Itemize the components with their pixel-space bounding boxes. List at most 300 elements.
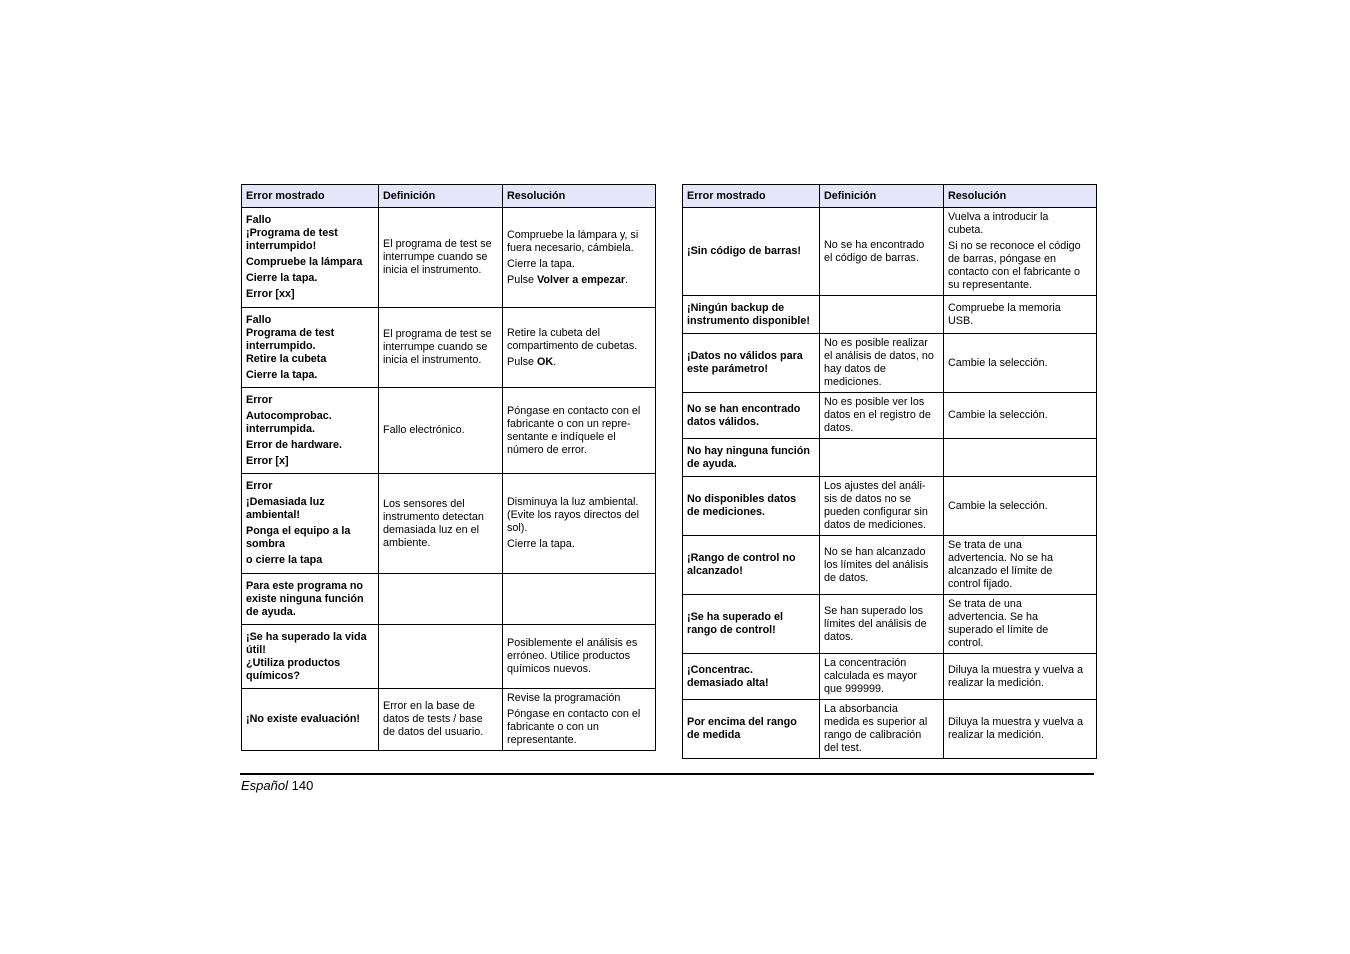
cell-text-suffix: . (553, 355, 557, 368)
cell-line (824, 480, 939, 493)
definition-cell (820, 536, 944, 595)
cell-line (507, 496, 651, 509)
cell-line (948, 224, 1092, 237)
cell-line (824, 729, 939, 742)
table-row (683, 595, 1097, 654)
cell-line (246, 509, 374, 522)
cell-text: datos de mediciones. (824, 519, 927, 531)
footer-rule (240, 773, 1094, 775)
cell-text: químicos nuevos. (507, 663, 592, 675)
table-row (683, 296, 1097, 334)
definition-cell (379, 689, 503, 751)
table-row (242, 388, 656, 474)
cell-line (948, 637, 1092, 650)
cell-text: ¡Programa de test (246, 227, 338, 239)
cell-line (824, 605, 939, 618)
resolution-cell (944, 208, 1097, 296)
resolution-cell (503, 574, 656, 625)
cell-text: ¡No existe evaluación! (246, 713, 361, 725)
table-row (242, 308, 656, 388)
cell-text: demasiado alta! (687, 676, 769, 689)
table-row (683, 654, 1097, 700)
cell-text: Vuelva a introducir la (948, 211, 1049, 223)
cell-line (507, 692, 651, 705)
cell-text: el código de barras. (824, 251, 919, 264)
cell-line (246, 713, 374, 726)
cell-text: Error [x] (246, 454, 289, 467)
cell-text: superado el límite de (948, 624, 1049, 636)
cell-text: No se ha encontrado (824, 238, 925, 251)
cell-line (948, 211, 1092, 224)
cell-text: Cierre la tapa. (246, 368, 318, 381)
definition-cell (820, 700, 944, 759)
cell-line (824, 409, 939, 422)
cell-line (383, 341, 498, 354)
cell-line (246, 394, 374, 407)
cell-line (507, 734, 651, 747)
cell-text: de mediciones. (687, 506, 766, 518)
cell-line (507, 431, 651, 444)
cell-text: ¡Ningún backup de (687, 301, 785, 314)
cell-text: control fijado. (948, 578, 1013, 590)
error-cell (683, 334, 820, 393)
cell-text: alcanzado! (687, 565, 743, 577)
cell-text: No hay ninguna función (687, 444, 810, 457)
cell-text: útil! (246, 643, 266, 656)
cell-text: del test. (824, 742, 862, 754)
cell-line (507, 650, 651, 663)
cell-text: Los ajustes del análi- (824, 480, 926, 492)
cell-text: Compruebe la memoria (948, 301, 1061, 314)
table-row (242, 474, 656, 574)
resolution-cell (503, 308, 656, 388)
header-error: Error mostrado (242, 185, 379, 208)
cell-text: el análisis de datos, no (824, 350, 934, 362)
cell-text: demasiada luz en el (383, 523, 480, 536)
cell-text: interrumpe cuando se (383, 251, 488, 263)
resolution-cell (944, 700, 1097, 759)
cell-text: calculada es mayor (824, 670, 918, 682)
cell-text: sis de datos no se (824, 493, 912, 505)
cell-text: No es posible ver los (824, 396, 925, 408)
cell-line (824, 618, 939, 631)
cell-text: Error de hardware. (246, 438, 343, 451)
cell-line (383, 238, 498, 251)
cell-line (687, 245, 815, 258)
cell-text: químicos? (246, 669, 300, 682)
cell-line (687, 664, 815, 677)
cell-line (246, 644, 374, 657)
table-row (683, 393, 1097, 439)
cell-line (824, 631, 939, 644)
cell-line (246, 353, 374, 366)
cell-text: Cambie la selección. (948, 409, 1048, 421)
cell-line (824, 683, 939, 696)
cell-text: ¡Sin código de barras! (687, 245, 801, 257)
cell-line (246, 496, 374, 509)
cell-line (824, 546, 939, 559)
cell-line (246, 240, 374, 253)
cell-line (246, 423, 374, 436)
cell-line (383, 524, 498, 537)
cell-line (824, 572, 939, 585)
cell-text: El programa de test se (383, 238, 492, 250)
cell-text: Fallo (246, 313, 272, 326)
cell-line (246, 256, 374, 269)
cell-text: (Evite los rayos directos del (507, 509, 640, 521)
cell-line (824, 703, 939, 716)
cell-text: advertencia. No se ha (948, 552, 1054, 564)
cell-line (507, 509, 651, 522)
definition-cell (820, 334, 944, 393)
cell-line (383, 713, 498, 726)
cell-line (948, 716, 1092, 729)
cell-line (824, 742, 939, 755)
cell-line (948, 500, 1092, 513)
cell-line (948, 624, 1092, 637)
cell-emphasis: OK (537, 355, 554, 368)
cell-text: instrumento detectan (383, 510, 484, 523)
cell-line (948, 302, 1092, 315)
error-cell (242, 308, 379, 388)
error-cell (683, 296, 820, 334)
cell-text: Ponga el equipo a la (246, 525, 351, 537)
error-table-right (682, 184, 1097, 759)
resolution-cell (944, 654, 1097, 700)
table-row (242, 574, 656, 625)
cell-line (383, 726, 498, 739)
definition-cell (820, 393, 944, 439)
cell-text: Se trata de una (948, 539, 1022, 551)
cell-line (383, 700, 498, 713)
cell-line (507, 522, 651, 535)
cell-line (246, 580, 374, 593)
cell-line (687, 302, 815, 315)
resolution-cell (944, 296, 1097, 334)
cell-line (824, 422, 939, 435)
cell-line (507, 327, 651, 340)
cell-text: datos en el registro de (824, 409, 931, 421)
error-cell (242, 474, 379, 574)
cell-line (948, 677, 1092, 690)
cell-line (246, 455, 374, 468)
footer-language: Español (241, 778, 288, 793)
cell-text: Los sensores del (383, 497, 465, 510)
cell-text: Se trata de una (948, 598, 1022, 610)
cell-line (824, 716, 939, 729)
cell-line (507, 340, 651, 353)
cell-text: Programa de test (246, 326, 335, 339)
cell-text: mediciones. (824, 376, 882, 388)
cell-line (246, 593, 374, 606)
cell-line (246, 631, 374, 644)
definition-cell (379, 625, 503, 689)
error-cell (242, 388, 379, 474)
cell-line (507, 274, 651, 287)
cell-text: Si no se reconoce el código (948, 240, 1081, 252)
cell-text: ¡Rango de control no (687, 552, 796, 564)
cell-text: datos válidos. (687, 415, 759, 428)
cell-line (507, 538, 651, 551)
cell-text: ambiental! (246, 509, 300, 521)
cell-text: Retire la cubeta del (507, 326, 601, 339)
resolution-cell (944, 477, 1097, 536)
cell-text: de datos. (824, 571, 869, 584)
cell-line (948, 664, 1092, 677)
cell-text: Póngase en contacto con el (507, 404, 641, 417)
cell-text: Retire la cubeta (246, 352, 327, 365)
cell-text: alcanzado el límite de (948, 565, 1053, 577)
cell-line (824, 376, 939, 389)
resolution-cell (944, 334, 1097, 393)
resolution-cell (503, 625, 656, 689)
cell-line (948, 611, 1092, 624)
cell-text: Compruebe la lámpara (246, 256, 363, 268)
cell-text: número de error. (507, 443, 587, 456)
error-cell (242, 208, 379, 308)
error-cell (683, 208, 820, 296)
cell-text: fuera necesario, cámbiela. (507, 241, 634, 254)
error-cell (683, 654, 820, 700)
cell-text: La concentración (824, 657, 907, 669)
error-cell (683, 536, 820, 595)
cell-text: de medida (687, 729, 741, 741)
cell-text: rango de calibración (824, 729, 922, 741)
cell-line (507, 242, 651, 255)
cell-line (246, 214, 374, 227)
cell-text: interrumpe cuando se (383, 341, 488, 353)
cell-text: No es posible realizar (824, 337, 928, 349)
cell-line (824, 506, 939, 519)
definition-cell (820, 208, 944, 296)
cell-text: Fallo electrónico. (383, 424, 465, 436)
cell-line (687, 493, 815, 506)
cell-line (246, 369, 374, 382)
definition-cell (820, 439, 944, 477)
cell-line (507, 229, 651, 242)
cell-text: ¡Datos no válidos para (687, 350, 803, 362)
cell-text: ¡Se ha superado el (687, 611, 784, 623)
cell-line (687, 350, 815, 363)
cell-line (687, 315, 815, 328)
cell-line (687, 611, 815, 624)
cell-line (687, 445, 815, 458)
cell-text: Cambie la selección. (948, 356, 1048, 369)
cell-text: Posiblemente el análisis es (507, 637, 638, 649)
cell-text: este parámetro! (687, 363, 769, 375)
cell-line (824, 337, 939, 350)
cell-line (948, 598, 1092, 611)
cell-text: fabricante o con un (507, 721, 599, 733)
cell-text: inicia el instrumento. (383, 354, 482, 366)
definition-cell (820, 477, 944, 536)
cell-text-suffix: . (625, 273, 629, 286)
cell-text: No disponibles datos (687, 493, 797, 505)
cell-line (948, 539, 1092, 552)
resolution-cell (944, 439, 1097, 477)
cell-text: Autocomprobac. (246, 409, 332, 422)
cell-line (246, 340, 374, 353)
cell-text: Se han superado los (824, 604, 924, 617)
cell-line (246, 314, 374, 327)
table-row (683, 477, 1097, 536)
resolution-cell (944, 595, 1097, 654)
cell-text: interrumpido! (246, 240, 317, 252)
definition-cell (820, 595, 944, 654)
header-error: Error mostrado (683, 185, 820, 208)
cell-line (948, 729, 1092, 742)
cell-line (948, 253, 1092, 266)
cell-line (246, 480, 374, 493)
cell-text: Compruebe la lámpara y, si (507, 228, 639, 241)
cell-line (383, 537, 498, 550)
cell-line (824, 559, 939, 572)
cell-line (246, 538, 374, 551)
error-table-left (241, 184, 656, 751)
cell-text: límites del análisis de (824, 617, 927, 630)
cell-text: Error en la base de (383, 700, 475, 712)
cell-line (507, 418, 651, 431)
cell-text: Fallo (246, 214, 272, 226)
cell-line (948, 240, 1092, 253)
page-footer (241, 778, 313, 794)
cell-line (246, 439, 374, 452)
cell-text: ¡Se ha superado la vida (246, 630, 367, 643)
cell-text: advertencia. Se ha (948, 611, 1039, 623)
cell-text: La absorbancia (824, 703, 898, 715)
cell-line (687, 506, 815, 519)
cell-line (507, 663, 651, 676)
error-cell (683, 700, 820, 759)
cell-line (246, 670, 374, 683)
cell-emphasis: Volver a empezar (537, 273, 626, 286)
table-row (242, 625, 656, 689)
cell-text: Error (246, 393, 273, 406)
cell-text: ¿Utiliza productos (246, 656, 341, 669)
cell-line (507, 405, 651, 418)
cell-text: instrumento disponible! (687, 314, 810, 327)
error-cell (683, 595, 820, 654)
cell-line (948, 578, 1092, 591)
cell-text: su representante. (948, 279, 1033, 291)
page-number: 140 (291, 778, 314, 793)
cell-text: ambiente. (383, 536, 431, 549)
cell-text: compartimento de cubetas. (507, 339, 638, 352)
cell-text: realizar la medición. (948, 729, 1045, 741)
cell-line (246, 525, 374, 538)
cell-line (687, 624, 815, 637)
header-definition: Definición (379, 185, 503, 208)
cell-text: pueden configurar sin (824, 506, 928, 518)
cell-line (687, 552, 815, 565)
cell-line (948, 279, 1092, 292)
cell-line (246, 288, 374, 301)
cell-text: No se han alcanzado (824, 545, 926, 558)
table-header-row (242, 185, 656, 208)
cell-line (687, 716, 815, 729)
cell-line (383, 354, 498, 367)
table-row (242, 689, 656, 751)
resolution-cell (503, 474, 656, 574)
table-row (242, 208, 656, 308)
cell-text: erróneo. Utilice productos (507, 650, 631, 662)
cell-line (948, 315, 1092, 328)
cell-line (948, 409, 1092, 422)
cell-line (246, 606, 374, 619)
error-cell (683, 393, 820, 439)
cell-text: o cierre la tapa (246, 554, 323, 566)
cell-line (383, 251, 498, 264)
cell-text: que 999999. (824, 683, 885, 695)
cell-text: Pulse (507, 273, 538, 286)
cell-text: control. (948, 637, 984, 649)
cell-line (383, 328, 498, 341)
cell-line (948, 565, 1092, 578)
cell-line (507, 356, 651, 369)
definition-cell (379, 474, 503, 574)
cell-text: realizar la medición. (948, 676, 1045, 689)
cell-line (687, 458, 815, 471)
header-definition: Definición (820, 185, 944, 208)
cell-line (246, 227, 374, 240)
resolution-cell (503, 388, 656, 474)
table-row (683, 700, 1097, 759)
error-cell (683, 477, 820, 536)
definition-cell (379, 208, 503, 308)
cell-text: Cambie la selección. (948, 499, 1048, 512)
cell-text: No se han encontrado (687, 402, 801, 415)
cell-line (824, 239, 939, 252)
cell-line (824, 350, 939, 363)
cell-text: medida es superior al (824, 716, 928, 728)
cell-line (824, 493, 939, 506)
cell-line (246, 554, 374, 567)
cell-line (383, 498, 498, 511)
table-row (683, 334, 1097, 393)
table-row (683, 208, 1097, 296)
cell-line (246, 327, 374, 340)
cell-text: interrumpido. (246, 339, 316, 352)
table-header-row (683, 185, 1097, 208)
cell-text: sombra (246, 538, 286, 550)
definition-cell (379, 388, 503, 474)
cell-line (824, 657, 939, 670)
cell-text: Por encima del rango (687, 716, 797, 728)
cell-line (507, 444, 651, 457)
cell-line (383, 424, 498, 437)
definition-cell (379, 574, 503, 625)
cell-line (948, 357, 1092, 370)
cell-text: interrumpida. (246, 422, 315, 435)
cell-text: Pulse (507, 355, 538, 368)
definition-cell (379, 308, 503, 388)
cell-text: datos. (824, 630, 854, 643)
cell-text: de datos del usuario. (383, 726, 484, 738)
cell-text: USB. (948, 314, 974, 327)
error-cell (242, 625, 379, 689)
cell-text: Póngase en contacto con el (507, 708, 641, 720)
cell-line (383, 264, 498, 277)
cell-text: Disminuya la luz ambiental. (507, 496, 639, 508)
cell-line (687, 403, 815, 416)
cell-text: datos de tests / base (383, 713, 483, 725)
table-row (683, 439, 1097, 477)
cell-text: Cierre la tapa. (507, 538, 575, 550)
cell-line (246, 410, 374, 423)
cell-text: Error [xx] (246, 288, 295, 300)
cell-text: hay datos de (824, 363, 886, 375)
cell-text: rango de control! (687, 624, 776, 636)
